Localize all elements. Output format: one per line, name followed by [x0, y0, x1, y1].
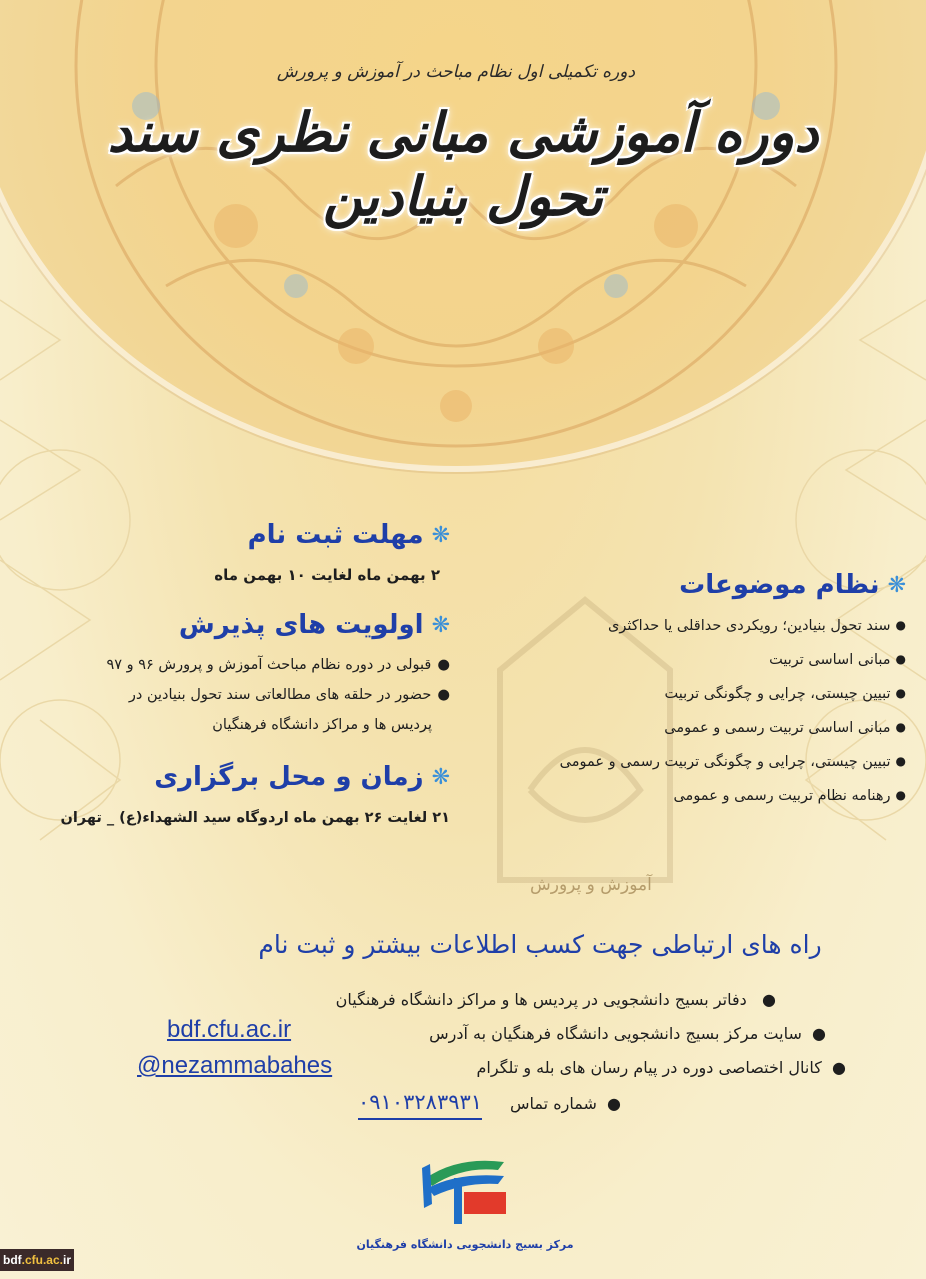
snowflake-icon: ❋ — [431, 522, 450, 548]
topics-heading: ❋ نظام موضوعات — [679, 570, 906, 600]
contact-phone: ● شماره تماس — [510, 1094, 621, 1113]
contacts-heading: راه های ارتباطی جهت کسب اطلاعات بیشتر و ثبت نام — [258, 930, 822, 959]
topic-item: ● مبانی اساسی تربیت رسمی و عمومی — [664, 720, 906, 736]
course-subtitle: دوره تکمیلی اول نظام مباحث در آموزش و پرورش — [276, 62, 636, 82]
course-title: دوره آموزشی مبانی نظری سند تحول بنیادین — [107, 100, 819, 228]
bullet-icon: ● — [895, 686, 906, 700]
venue-heading: ❋ زمان و محل برگزاری — [154, 762, 450, 792]
priority-continuation: پردیس ها و مراکز دانشگاه فرهنگیان — [212, 717, 432, 733]
bullet-icon: ● — [895, 652, 906, 666]
snowflake-icon: ❋ — [431, 612, 450, 638]
priority-item: ● حضور در حلقه های مطالعاتی سند تحول بنیادین در — [30, 680, 450, 710]
venue-text: ۲۱ لغایت ۲۶ بهمن ماه اردوگاه سید الشهداء(ع) _ تهران — [60, 810, 450, 826]
deadline-heading: ❋ مهلت ثبت نام — [247, 520, 450, 550]
bullet-icon: ● — [437, 657, 450, 673]
bullet-icon: ● — [437, 687, 450, 703]
topic-item: ● تبیین چیستی، چرایی و چگونگی تربیت — [664, 686, 906, 702]
contact-channel: ● کانال اختصاصی دوره در پیام رسان های بله و تلگرام — [476, 1058, 846, 1077]
contact-site: ● سایت مرکز بسیج دانشجویی دانشگاه فرهنگیان به آدرس — [429, 1024, 826, 1043]
details-column — [30, 520, 450, 826]
snowflake-icon: ❋ — [887, 572, 906, 598]
phone-number[interactable]: ۰۹۱۰۳۲۸۳۹۳۱ — [358, 1090, 482, 1120]
watermark-text: آموزش و پرورش — [530, 875, 652, 895]
bullet-icon: ● — [895, 720, 906, 734]
site-link[interactable]: bdf.cfu.ac.ir — [167, 1016, 292, 1043]
priorities-list — [30, 650, 450, 740]
site-badge[interactable]: bdf .cfu.ac. ir — [0, 1249, 74, 1271]
channel-link[interactable]: @nezammabahes — [137, 1052, 333, 1079]
logo-caption: مرکز بسیج دانشجویی دانشگاه فرهنگیان — [356, 1238, 574, 1251]
bullet-icon: ● — [895, 618, 906, 632]
bullet-icon: ● — [895, 754, 906, 768]
bullet-icon: ● — [607, 1094, 621, 1113]
bullet-icon: ● — [812, 1024, 826, 1043]
topic-item: ● تبیین چیستی، چرایی و چگونگی تربیت رسمی و عمومی — [559, 754, 906, 770]
topic-item: ● رهنامه نظام تربیت رسمی و عمومی — [673, 788, 906, 804]
priorities-heading: ❋ اولویت های پذیرش — [178, 610, 450, 640]
basij-logo — [418, 1148, 510, 1226]
priority-item: ● قبولی در دوره نظام مباحث آموزش و پرورش ۹۶ و ۹۷ — [30, 650, 450, 680]
bullet-icon: ● — [832, 1058, 846, 1077]
topic-item: ● مبانی اساسی تربیت — [769, 652, 906, 668]
snowflake-icon: ❋ — [431, 764, 450, 790]
topics-section — [466, 570, 906, 804]
bullet-icon: ● — [895, 788, 906, 802]
topic-item: ● سند تحول بنیادین؛ رویکردی حداقلی یا حداکثری — [607, 618, 906, 634]
deadline-text: ۲ بهمن ماه لغایت ۱۰ بهمن ماه — [214, 566, 440, 584]
bullet-icon: ● — [762, 990, 776, 1009]
contact-offices: ● دفاتر بسیج دانشجویی در پردیس ها و مراکز دانشگاه فرهنگیان — [335, 990, 776, 1009]
